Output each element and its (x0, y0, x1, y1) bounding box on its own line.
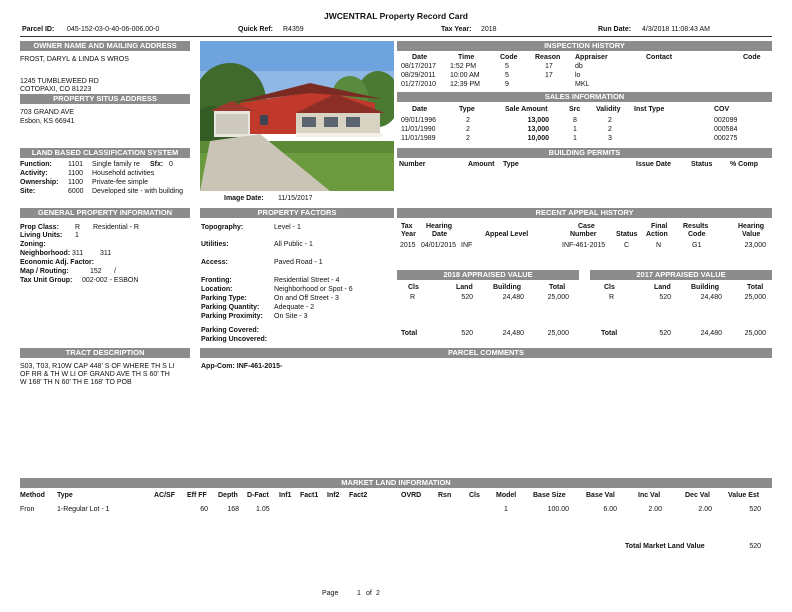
appr2017-row-building: 24,480 (700, 294, 722, 301)
market-col-fact1: Fact1 (300, 492, 319, 499)
appeal-col-code: Code (688, 231, 706, 238)
appr2018-heading: 2018 APPRAISED VALUE (397, 270, 579, 280)
appeal-col-date: Date (432, 231, 448, 238)
factors-parking-prox-value: On Site - 3 (274, 313, 308, 320)
factors-access-label: Access: (201, 259, 228, 266)
inspection-row1-date: 08/17/2017 (401, 63, 437, 70)
factors-heading: PROPERTY FACTORS (200, 208, 394, 218)
image-date-label: Image Date: (224, 195, 264, 202)
lbcs-sfx-value: 0 (169, 161, 173, 168)
appeal-col-hearing2: Hearing (738, 223, 765, 230)
factors-frontage-label: Fronting: (201, 277, 232, 284)
appr2018-col-cls: Cls (408, 284, 419, 291)
appr2018-total-label: Total (401, 330, 418, 337)
appr2017-col-building: Building (691, 284, 719, 291)
inspection-row3-date: 01/27/2010 (401, 81, 437, 88)
parcel-id-label: Parcel ID: (22, 26, 55, 33)
inspection-col-code2: Code (743, 54, 761, 61)
owner-address-line1: 1245 TUMBLEWEED RD (20, 78, 99, 85)
market-row-base-size: 100.00 (547, 506, 569, 513)
appeal-row-level: INF (461, 242, 473, 249)
gpi-prop-class-label: Prop Class: (20, 224, 59, 231)
appeal-col-status: Status (616, 231, 638, 238)
sales-col-amount: Sale Amount (505, 106, 548, 113)
appr2017-total-land: 520 (659, 330, 671, 337)
appr2017-heading: 2017 APPRAISED VALUE (590, 270, 772, 280)
appeal-row-value: 23,000 (744, 242, 766, 249)
inspection-row2-code: 5 (505, 72, 509, 79)
market-col-method: Method (20, 492, 45, 499)
sales-row3-date: 11/01/1989 (401, 135, 436, 142)
inspection-heading: INSPECTION HISTORY (397, 41, 772, 51)
owner-address-line2: COTOPAXI, CO 81223 (20, 86, 92, 93)
sales-row2-date: 11/01/1990 (401, 126, 436, 133)
inspection-row3-code: 9 (505, 81, 509, 88)
inspection-col-reason: Reason (535, 54, 561, 61)
sales-col-cov: COV (714, 106, 730, 113)
appr2018-row-building: 24,480 (502, 294, 524, 301)
gpi-living-units-value: 1 (75, 232, 79, 239)
lbcs-site-code: 6000 (68, 188, 84, 195)
factors-location-label: Location: (201, 286, 233, 293)
parcel-id-value: 045-152-03-0-40-06-006.00-0 (67, 26, 160, 33)
inspection-row2-reason: 17 (545, 72, 553, 79)
factors-frontage-value: Residential Street - 4 (274, 277, 340, 284)
market-col-cls: Cls (469, 492, 480, 499)
appeal-col-tax: Tax (401, 223, 413, 230)
page-title: JWCENTRAL Property Record Card (324, 11, 468, 21)
inspection-row1-code: 5 (505, 63, 509, 70)
market-col-inf2: Inf2 (327, 492, 340, 499)
gpi-map-b: / (114, 268, 116, 275)
sales-col-inst-type: Inst Type (634, 106, 665, 113)
market-col-dec-val: Dec Val (685, 492, 710, 499)
inspection-row1-appraiser: db (575, 63, 583, 70)
lbcs-activity-code: 1100 (68, 170, 84, 177)
sales-row1-type: 2 (466, 117, 470, 124)
tract-line2: OF RR & TH W LI OF GRAND AVE TH S 60' TH (20, 371, 170, 378)
appr2017-row-land: 520 (659, 294, 671, 301)
permits-col-amount: Amount (468, 161, 495, 168)
lbcs-ownership-label: Ownership: (20, 179, 59, 186)
appeal-col-final: Final (651, 223, 668, 230)
appeal-col-results: Results (683, 223, 709, 230)
market-row-eff-ff: 60 (200, 506, 208, 513)
tax-year-label: Tax Year: (441, 26, 472, 33)
permits-col-status: Status (691, 161, 713, 168)
lbcs-ownership-code: 1100 (68, 179, 84, 186)
market-heading: MARKET LAND INFORMATION (20, 478, 772, 488)
header-rule (20, 36, 772, 37)
inspection-row1-reason: 17 (545, 63, 553, 70)
lbcs-ownership-desc: Private-fee simple (92, 179, 149, 186)
gpi-prop-class-desc: Residential - R (93, 224, 139, 231)
market-col-model: Model (496, 492, 517, 499)
market-col-ovrd: OVRD (401, 492, 422, 499)
factors-parking-uncovered-label: Parking Uncovered: (201, 336, 268, 343)
sales-row2-type: 2 (466, 126, 470, 133)
inspection-col-appraiser: Appraiser (575, 54, 608, 61)
lbcs-function-desc: Single family re (92, 161, 140, 168)
tax-year-value: 2018 (481, 26, 497, 33)
factors-access-value: Paved Road - 1 (274, 259, 323, 266)
sales-row1-src: 8 (573, 117, 577, 124)
lbcs-sfx-label: Sfx: (150, 161, 164, 168)
factors-util-value: All Public - 1 (274, 241, 313, 248)
lbcs-function-code: 1101 (68, 161, 84, 168)
run-date-label: Run Date: (598, 26, 632, 33)
inspection-row1-time: 1:52 PM (450, 63, 477, 70)
gpi-zoning-label: Zoning: (20, 241, 46, 248)
sales-col-type: Type (459, 106, 475, 113)
sales-row2-src: 1 (573, 126, 577, 133)
sales-row1-cov: 002099 (714, 117, 738, 124)
property-photo-image (200, 41, 394, 191)
quick-ref-value: R4359 (283, 26, 304, 33)
inspection-col-date: Date (412, 54, 428, 61)
appeal-row-action: N (656, 242, 662, 249)
appeal-col-hearing: Hearing (426, 223, 453, 230)
factors-parking-type-label: Parking Type: (201, 295, 247, 302)
sales-row1-validity: 2 (608, 117, 612, 124)
appeal-row-code: G1 (692, 242, 702, 249)
market-col-value-est: Value Est (728, 492, 760, 499)
sales-heading: SALES INFORMATION (397, 92, 772, 102)
inspection-row3-time: 12:39 PM (450, 81, 480, 88)
footer-page-label: Page (322, 590, 339, 597)
market-col-base-val: Base Val (586, 492, 615, 499)
appeal-col-year: Year (401, 231, 416, 238)
lbcs-activity-desc: Household activities (92, 170, 155, 177)
owner-heading: OWNER NAME AND MAILING ADDRESS (20, 41, 190, 51)
market-col-acsf: AC/SF (154, 492, 175, 499)
sales-row3-validity: 3 (608, 135, 612, 142)
appeal-row-status: C (624, 242, 630, 249)
market-row-inc-val: 2.00 (648, 506, 662, 513)
inspection-row2-appraiser: lo (575, 72, 581, 79)
appeal-col-case: Case (578, 223, 595, 230)
permits-col-comp: % Comp (730, 161, 758, 168)
lbcs-heading: LAND BASED CLASSIFICATION SYSTEM (20, 148, 190, 158)
market-row-method: Fron (20, 506, 35, 513)
market-row-type: 1-Regular Lot - 1 (57, 506, 110, 513)
appr2018-row-total: 25,000 (547, 294, 569, 301)
permits-col-issue-date: Issue Date (636, 161, 672, 168)
appeal-col-action: Action (646, 231, 668, 238)
inspection-col-time: Time (458, 54, 475, 61)
appeal-heading: RECENT APPEAL HISTORY (397, 208, 772, 218)
sales-row3-amount: 10,000 (527, 135, 549, 142)
market-col-depth: Depth (218, 492, 238, 499)
sales-row2-amount: 13,000 (527, 126, 549, 133)
gpi-prop-class-code: R (75, 224, 81, 231)
appr2018-total-land: 520 (461, 330, 473, 337)
footer-page-num: 1 (357, 590, 361, 597)
tract-heading: TRACT DESCRIPTION (20, 348, 190, 358)
permits-heading: BUILDING PERMITS (397, 148, 772, 158)
factors-parking-covered-label: Parking Covered: (201, 327, 259, 334)
appr2017-total-label: Total (601, 330, 618, 337)
inspection-row3-appraiser: MKL (575, 81, 590, 88)
market-col-inc-val: Inc Val (638, 492, 661, 499)
gpi-map-label: Map / Routing: (20, 268, 69, 275)
gpi-tax-unit-value: 002-002 - ESBON (82, 277, 139, 284)
factors-parking-qty-value: Adequate - 2 (274, 304, 315, 311)
appr2017-col-total: Total (747, 284, 764, 291)
factors-parking-qty-label: Parking Quantity: (201, 304, 260, 311)
market-col-fact2: Fact2 (349, 492, 368, 499)
gpi-neighborhood-label: Neighborhood: (20, 250, 71, 257)
market-col-dfact: D-Fact (247, 492, 269, 499)
market-total-label: Total Market Land Value (625, 543, 705, 550)
sales-row1-amount: 13,000 (527, 117, 549, 124)
lbcs-site-desc: Developed site - with building (92, 188, 184, 195)
inspection-col-code: Code (500, 54, 518, 61)
appeal-col-value: Value (742, 231, 761, 238)
factors-parking-type-value: On and Off Street - 3 (274, 295, 339, 302)
gpi-neighborhood-b: 311 (100, 250, 112, 257)
lbcs-activity-label: Activity: (20, 170, 48, 177)
comments-heading: PARCEL COMMENTS (200, 348, 772, 358)
market-row-base-val: 6.00 (603, 506, 617, 513)
run-date-value: 4/3/2018 11:08:43 AM (642, 26, 710, 33)
factors-location-value: Neighborhood or Spot - 6 (274, 286, 353, 293)
appr2018-row-cls: R (410, 294, 416, 301)
comments-line1: App-Com: INF-461-2015- (201, 363, 283, 370)
sales-row3-type: 2 (466, 135, 470, 142)
market-row-model: 1 (504, 506, 508, 513)
appr2017-row-total: 25,000 (744, 294, 766, 301)
lbcs-site-label: Site: (20, 188, 36, 195)
factors-topo-label: Topography: (201, 224, 244, 231)
appr2018-col-land: Land (456, 284, 473, 291)
inspection-row2-date: 08/29/2011 (401, 72, 436, 79)
appeal-row-date: 04/01/2015 (421, 242, 457, 249)
gpi-living-units-label: Living Units: (20, 232, 63, 239)
sales-row3-src: 1 (573, 135, 577, 142)
factors-topo-value: Level - 1 (274, 224, 301, 231)
market-row-value-est: 520 (749, 506, 761, 513)
sales-row2-validity: 2 (608, 126, 612, 133)
market-row-dfact: 1.05 (256, 506, 270, 513)
sales-col-validity: Validity (596, 106, 621, 113)
situs-line1: 703 GRAND AVE (20, 109, 74, 116)
market-col-type: Type (57, 492, 73, 499)
factors-util-label: Utilities: (201, 241, 229, 248)
sales-row2-cov: 000584 (714, 126, 738, 133)
market-col-rsn: Rsn (438, 492, 452, 499)
market-total-value: 520 (749, 543, 761, 550)
appr2017-col-cls: Cls (604, 284, 615, 291)
appr2017-col-land: Land (654, 284, 671, 291)
appr2017-total-building: 24,480 (700, 330, 722, 337)
appeal-col-number: Number (570, 231, 597, 238)
property-photo (200, 41, 394, 191)
inspection-row2-time: 10:00 AM (450, 72, 480, 79)
permits-col-number: Number (399, 161, 426, 168)
market-col-base-size: Base Size (533, 492, 566, 499)
quick-ref-label: Quick Ref: (238, 26, 274, 33)
appr2018-col-total: Total (549, 284, 566, 291)
permits-col-type: Type (503, 161, 519, 168)
appr2017-total-total: 25,000 (744, 330, 766, 337)
inspection-col-contact: Contact (646, 54, 673, 61)
factors-parking-prox-label: Parking Proximity: (201, 313, 263, 320)
gpi-heading: GENERAL PROPERTY INFORMATION (20, 208, 190, 218)
tract-line3: W 168' TH N 60' TH E 168' TO POB (20, 379, 132, 386)
sales-col-src: Src (569, 106, 581, 113)
image-date-value: 11/15/2017 (278, 195, 313, 202)
appr2017-row-cls: R (609, 294, 615, 301)
gpi-tax-unit-label: Tax Unit Group: (20, 277, 73, 284)
market-col-inf1: Inf1 (279, 492, 292, 499)
appeal-row-case: INF-461-2015 (562, 242, 606, 249)
tract-line1: S03, T03, R10W CAP 448' S OF WHERE TH S LI (20, 363, 175, 370)
appr2018-total-building: 24,480 (502, 330, 524, 337)
sales-col-date: Date (412, 106, 428, 113)
sales-row1-date: 09/01/1996 (401, 117, 437, 124)
situs-line2: Esbon, KS 66941 (20, 118, 75, 125)
market-col-eff-ff: Eff FF (187, 492, 207, 499)
gpi-neighborhood-a: 311 (72, 250, 84, 257)
appeal-col-level: Appeal Level (485, 231, 529, 238)
market-row-depth: 168 (227, 506, 239, 513)
gpi-map-a: 152 (90, 268, 102, 275)
appr2018-total-total: 25,000 (547, 330, 569, 337)
appeal-row-year: 2015 (400, 242, 416, 249)
gpi-econ-label: Economic Adj. Factor: (20, 259, 95, 266)
sales-row3-cov: 000275 (714, 135, 738, 142)
footer-of-label: of (366, 590, 372, 597)
appr2018-row-land: 520 (461, 294, 473, 301)
owner-name: FROST, DARYL & LINDA S WROS (20, 56, 129, 63)
footer-page-total: 2 (376, 590, 380, 597)
lbcs-function-label: Function: (20, 161, 52, 168)
appr2018-col-building: Building (493, 284, 521, 291)
market-row-dec-val: 2.00 (698, 506, 712, 513)
situs-heading: PROPERTY SITUS ADDRESS (20, 94, 190, 104)
